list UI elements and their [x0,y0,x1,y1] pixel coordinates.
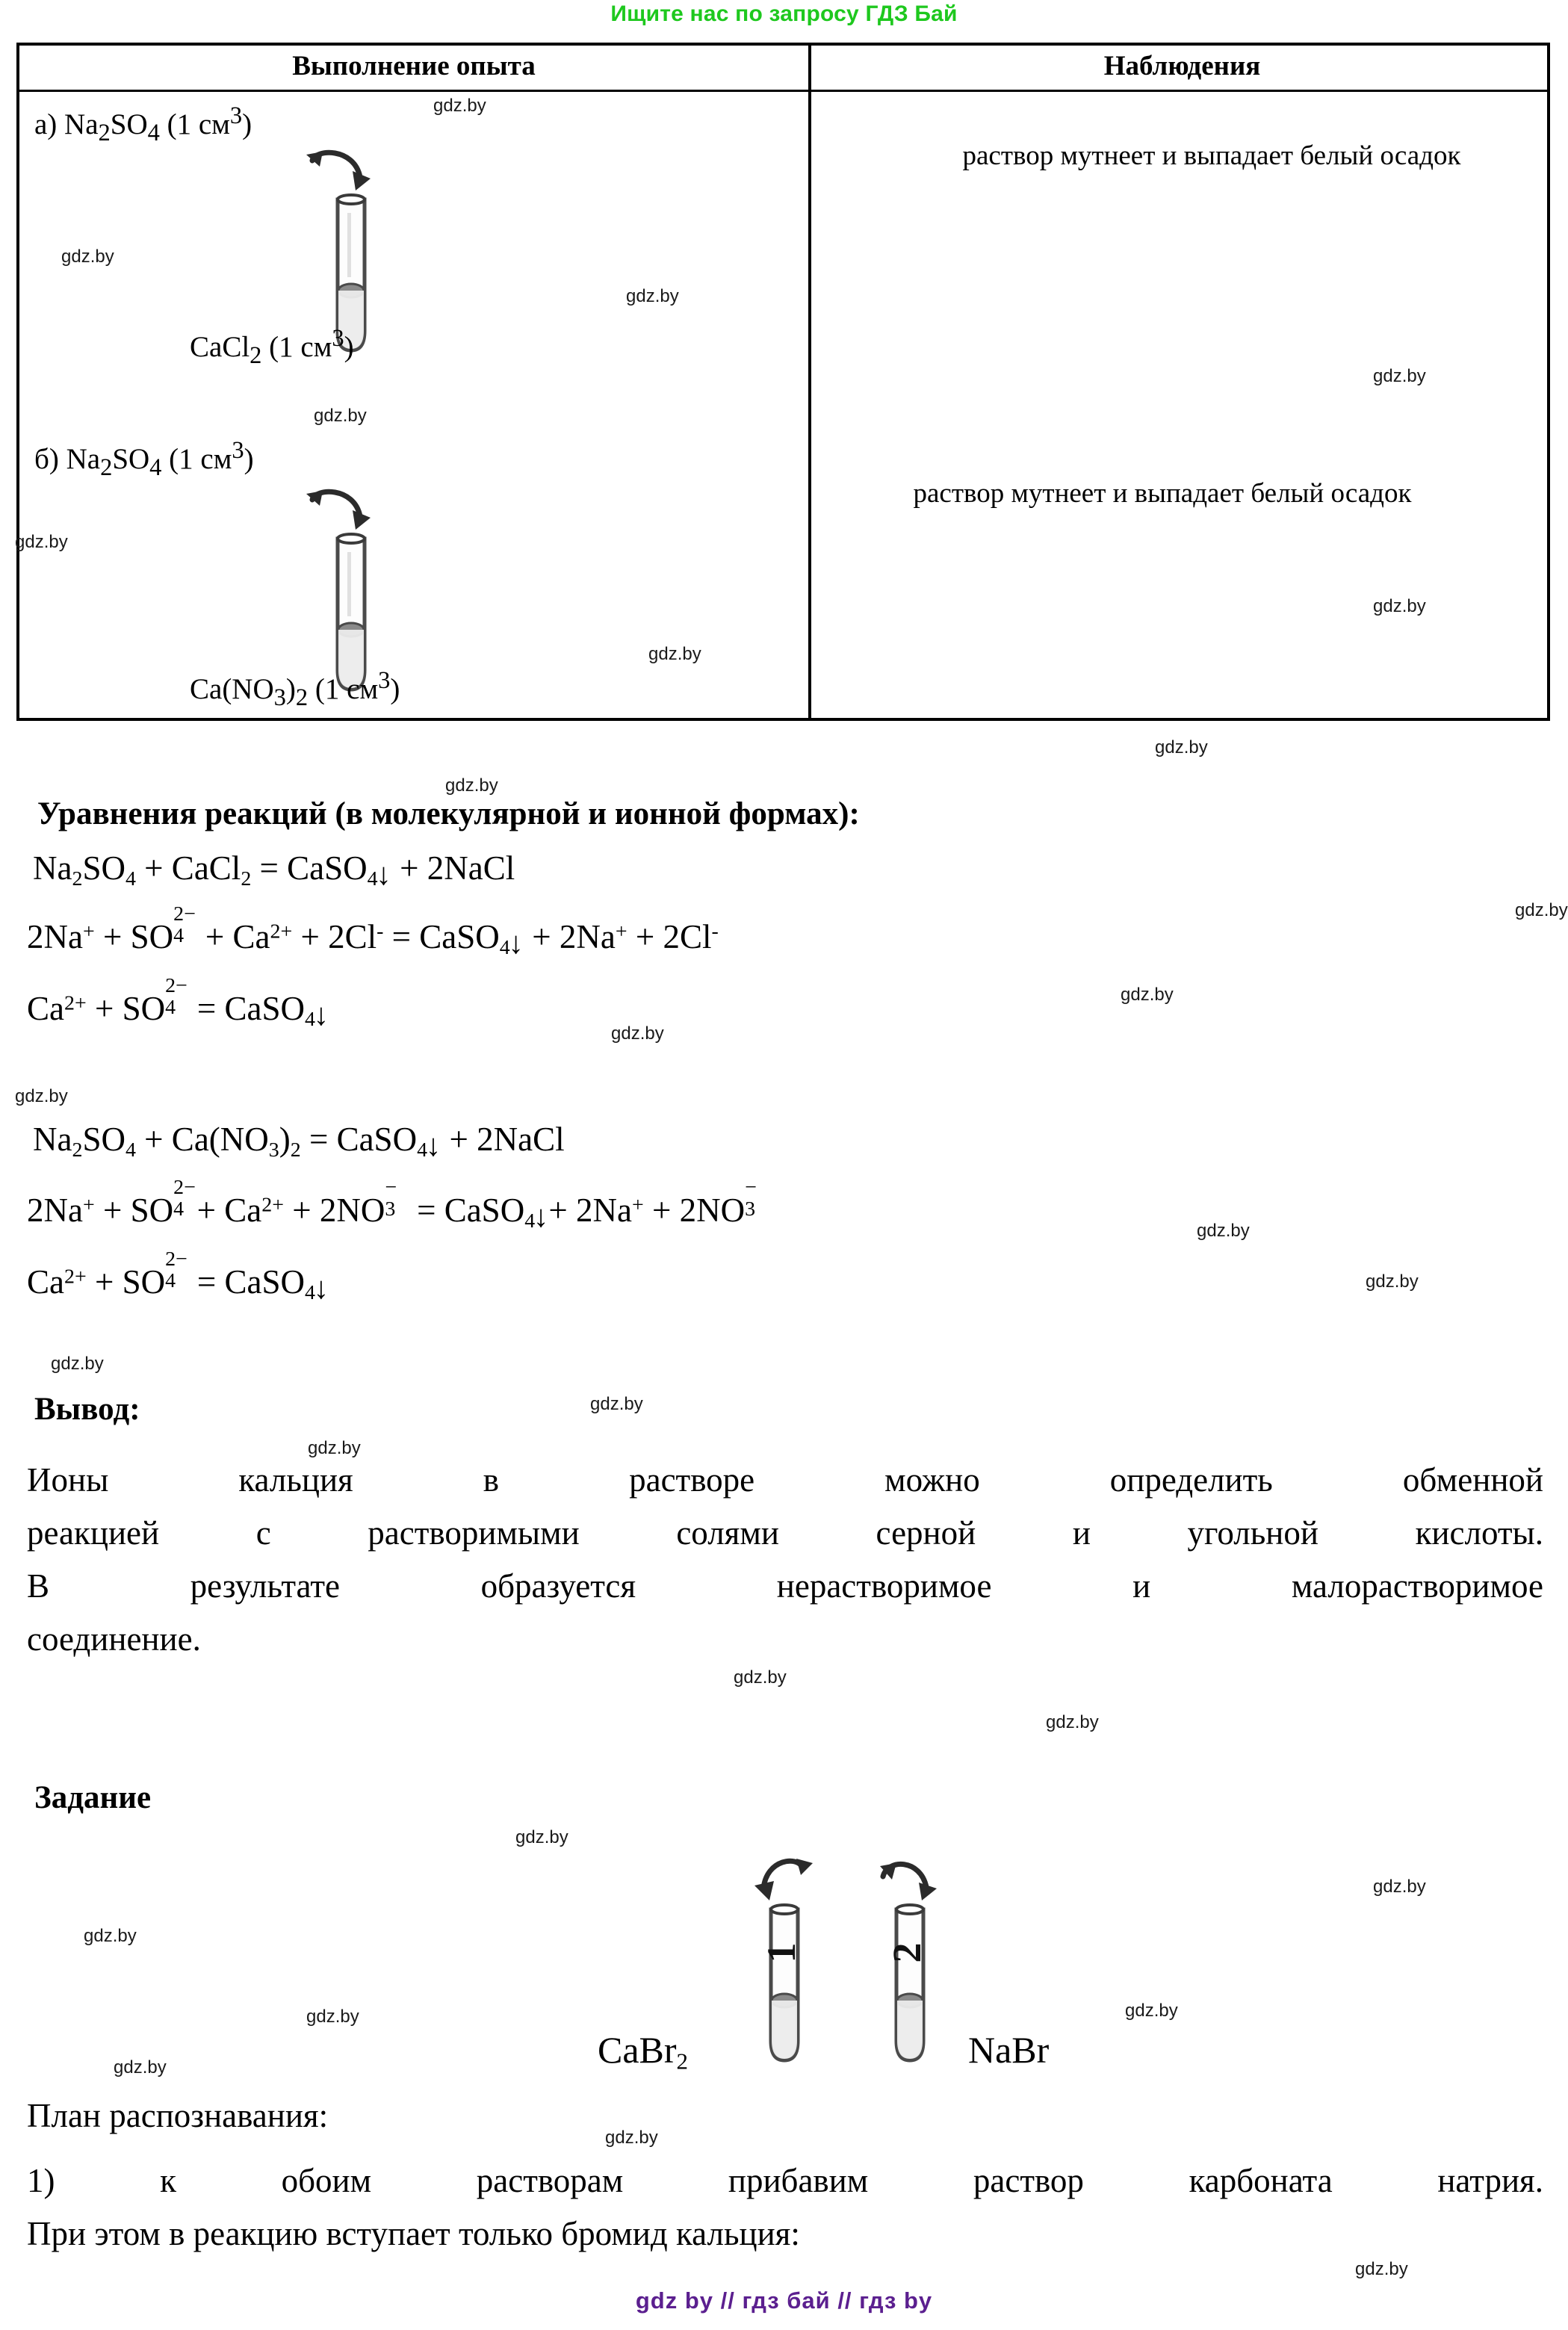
reagent-label-b-bottom [190,667,400,712]
watermark: gdz.by [1125,2001,1178,2021]
reagent-a2-sup: 3 [332,325,344,352]
reagent-b2-sub2: 2 [295,684,309,711]
watermark: gdz.by [734,1667,787,1688]
watermark: gdz.by [114,2057,167,2078]
watermark: gdz.by [1046,1712,1099,1732]
watermark: gdz.by [1373,366,1426,386]
observation-b-value: раствор мутнеет и выпадает белый осадок [913,478,1412,509]
reagent-b-vol-open: (1 см [161,443,232,475]
equation-b-net-ionic: $Ca^{2+}$ + SO 2− 4 = CaSO$_4$↓ [27,1247,329,1306]
precipitate-arrow-icon: ↓ [533,1199,549,1234]
tube1-formula-sub: 2 [676,2048,689,2075]
watermark: gdz.by [314,406,367,426]
watermark: gdz.by [15,1086,68,1106]
reagent-b-vol-close: ) [244,443,254,475]
reagent-a2-vol-open: (1 см [261,331,332,363]
table-header-experiment: Выполнение опыта [292,51,536,81]
reagent-b2-prefix: Ca(NO [190,673,274,705]
watermark: gdz.by [84,1926,137,1946]
pour-arrow-tail [306,491,323,506]
watermark: gdz.by [433,96,486,116]
watermark: gdz.by [1373,1877,1426,1897]
watermark: gdz.by [308,1438,361,1458]
test-tube-rim [771,1905,798,1914]
reagent-b-sup: 3 [232,437,244,464]
reagent-a-vol-open: (1 см [159,108,230,140]
equation-a-full-ionic: 2Na+ + SO 2− 4 + $Ca^{2+} + 2Cl^-$ = CaSO$_4$↓ + 2Na+ + 2Cl- [27,902,719,961]
watermark: gdz.by [626,286,679,306]
reagent-b2-vol-close: ) [390,673,400,705]
reagent-label-a-top [34,102,252,147]
task-test-tube-1 [754,1854,867,2078]
test-tube-rim [338,195,365,204]
equations-section-title: Уравнения реакций (в молекулярной и ионной формах): [37,796,860,831]
tube-reflection [347,552,351,616]
reagent-b2-sub1: 3 [273,684,286,711]
table-header-divider [19,90,1547,92]
reagent-b2-vol-open: (1 см [308,673,379,705]
watermark: gdz.by [306,2007,359,2027]
plan-step-1-line-1: 1) к обоим растворам прибавим раствор карбоната натрия. [27,2162,1543,2199]
watermark: gdz.by [1355,2259,1408,2279]
reagent-b-sub1: 2 [100,453,113,481]
watermark: gdz.by [1155,737,1208,757]
reagent-a-prefix: а) Na [34,108,99,140]
watermark: gdz.by [51,1354,104,1374]
conclusion-line-4: соединение. [27,1620,201,1658]
precipitate-arrow-icon: ↓ [313,997,329,1032]
reagent-b-sub2: 4 [149,453,162,481]
reagent-b-mid: SO [112,443,150,475]
reagent-a-sub1: 2 [98,119,111,146]
reagent-b2-sup: 3 [378,667,391,694]
watermark: gdz.by [15,532,68,552]
precipitate-arrow-icon: ↓ [376,857,391,892]
task-tube2-label: NaBr [968,2029,1050,2071]
reagent-a2-vol-close: ) [344,331,354,363]
task-title: Задание [34,1780,152,1815]
tube-reflection [347,213,351,277]
reagent-b-prefix: б) Na [34,443,101,475]
reagent-a2-sub1: 2 [250,341,262,369]
tube-number-1: 1 [759,1942,804,1963]
lab-results-table [16,43,1550,721]
equation-b-molecular: $Na_2SO_4 + Ca(NO_3)_2$ = CaSO$_4$↓ + 2NaCl [33,1121,565,1163]
watermark: gdz.by [1197,1221,1250,1241]
reagent-a-sub2: 4 [147,119,160,146]
equation-a-net-ionic: $Ca^{2+}$ + SO 2− 4 = CaSO$_4$↓ [27,973,329,1032]
liquid-volume [772,2001,797,2059]
test-tube-rim [896,1905,923,1914]
watermark: gdz.by [648,644,701,664]
conclusion-line-1: Ионы кальция в растворе можно определить обменной [27,1461,1543,1499]
pour-arrow-tail [796,1859,813,1875]
pour-arrow-head [754,1881,774,1900]
watermark: gdz.by [515,1827,568,1847]
table-header-observations: Наблюдения [1103,51,1261,81]
reagent-a-mid: SO [110,108,148,140]
watermark: gdz.by [1121,985,1174,1005]
watermark: gdz.by [1515,900,1568,920]
test-tube-rim [338,534,365,543]
tube-number-2: 2 [884,1942,929,1963]
reagent-a2-prefix: CaCl [190,331,250,363]
conclusion-line-3: В результате образуется нерастворимое и малорастворимое [27,1567,1543,1605]
site-footer: gdz by // гдз бай // гдз by [635,2287,933,2314]
conclusion-title: Вывод: [34,1392,140,1427]
liquid-volume [897,2001,923,2059]
reagent-label-a-bottom [190,325,354,370]
equation-a-molecular: $Na_2SO_4$ + CaCl$_2$ = CaSO$_4$↓ + 2NaCl [33,849,515,892]
tube1-formula-prefix: CaBr [598,2029,677,2071]
table-column-divider [808,46,811,718]
reagent-a-vol-close: ) [242,108,252,140]
pour-arrow-tail [306,152,323,167]
watermark: gdz.by [1366,1271,1419,1292]
observation-a-value: раствор мутнеет и выпадает белый осадок [962,140,1461,171]
watermark: gdz.by [605,2128,658,2148]
reagent-label-b-top [34,437,254,482]
promo-header: Ищите нас по запросу ГДЗ Бай [610,1,958,26]
plan-step-1-line-2: При этом в реакцию вступает только бромид кальция: [27,2215,800,2252]
reagent-b2-mid: ) [285,673,296,705]
precipitate-arrow-icon: ↓ [313,1271,329,1306]
conclusion-line-2: реакцией с растворимыми солями серной и угольной кислоты. [27,1514,1543,1552]
watermark: gdz.by [445,775,498,796]
watermark: gdz.by [61,247,114,267]
watermark: gdz.by [611,1023,664,1044]
precipitate-arrow-icon: ↓ [425,1128,441,1163]
watermark: gdz.by [590,1394,643,1414]
reagent-a-sup: 3 [229,102,243,129]
watermark: gdz.by [1373,596,1426,616]
plan-title: План распознавания: [27,2097,329,2134]
equation-b-full-ionic: 2Na+ + SO 2− 4 + $Ca^{2+} + 2NO$ − 3 = CaSO$_4$↓+ 2Na+ + 2NO − 3 [27,1175,757,1234]
task-tube1-label [598,2028,688,2075]
precipitate-arrow-icon: ↓ [508,926,524,961]
